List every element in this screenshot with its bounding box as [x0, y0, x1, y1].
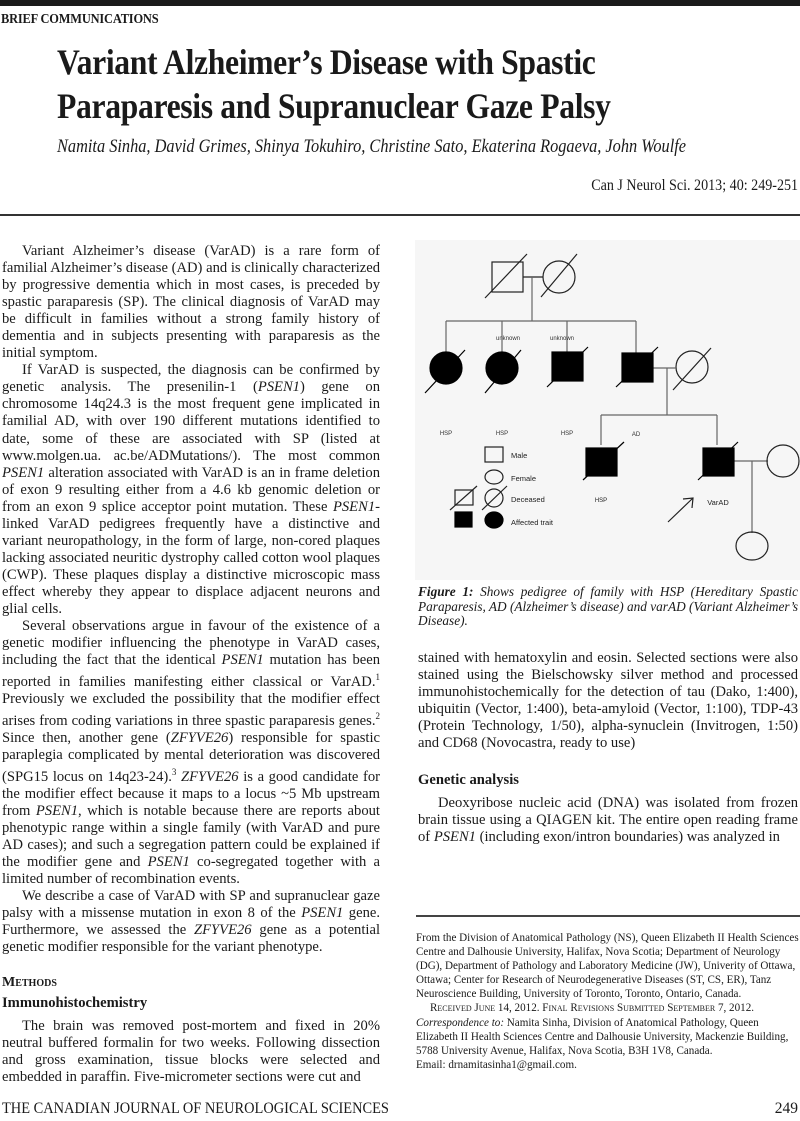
methods-heading: Methods [2, 974, 57, 990]
pedigree-figure [415, 240, 800, 580]
gene-name: PSEN1 [433, 829, 476, 846]
gene-name: PSEN1 [332, 498, 376, 515]
legend-affected: Affected trait [511, 518, 553, 527]
email-link[interactable]: Email: drnamitasinha1@gmail.com. [416, 1058, 577, 1071]
gene-name: PSEN1 [301, 905, 344, 922]
figure-caption: Figure 1: Shows pedigree of family with HSP (Hereditary Spastic Paraparesis, AD (Alzheimer’s disease) and varAD (Variant Alzheimer’s Disease). [418, 584, 798, 629]
top-rule [0, 0, 800, 6]
citation: Can J Neurol Sci. 2013; 40: 249-251 [591, 177, 798, 194]
author-list: Namita Sinha, David Grimes, Shinya Tokuhiro, Christine Sato, Ekaterina Rogaeva, John Woulfe [57, 136, 687, 157]
immunohistochemistry-heading: Immunohistochemistry [2, 994, 148, 1011]
parent-label: unknown [495, 336, 521, 342]
right-column [418, 650, 798, 846]
proband-symbol [703, 448, 734, 476]
gene-name: PSEN1 [147, 854, 190, 871]
intro-paragraph-4: We describe a case of VarAD with SP and supranuclear gaze palsy with a missense mutation in exon 8 of the PSEN1 gene. Furthermore, we assessed the ZFYVE26 gene as a potential genetic modifier responsible for the variant phenotype. [2, 888, 380, 956]
reference-3[interactable]: 3 [171, 767, 177, 778]
received-dates: Received June 14, 2012. Final Revisions Submitted September 7, 2012. [430, 1002, 755, 1015]
gene-name: ZFYVE26 [194, 922, 252, 939]
article-title: Variant Alzheimer’s Disease with Spastic Paraparesis and Supranuclear Gaze Palsy [57, 42, 611, 126]
gen2-label: HSP [439, 431, 453, 437]
reference-2[interactable]: 2 [375, 711, 380, 722]
gen3-label: HSP [594, 498, 608, 504]
left-column [2, 243, 380, 1086]
footnote [416, 931, 800, 1072]
genetic-analysis-heading: Genetic analysis [418, 772, 519, 789]
intro-paragraph-2: If VarAD is suspected, the diagnosis can be confirmed by genetic analysis. The presenilin-1 (PSEN1) gene on chromosome 14q24.3 is the most frequent gene implicated in familial AD, with over 190 different mutations identified to date, some of these are associated with SP (listed at www.molgen.ua. ac.be/ADMutations/). The most common PSEN1 alteration associated with VarAD is an in frame deletion of exon 9 resulting either from a 4.6 kb genomic deletion or from an exon 9 splice acceptor point mutation. These PSEN1-linked VarAD pedigrees frequently have a distinctive and variant neuropathology, in the form of large, non-cored plaques lacking associated neuritic dystrophy called cotton wool plaques (CWP). These plaques display a distinctive microscopic mass effect whereby they appear to displace adjacent neurons and glial cells. [2, 362, 380, 617]
intro-paragraph-3: Several observations argue in favour of the existence of a genetic modifier influencing the phenotype in VarAD cases, including the fact that the identical PSEN1 mutation has been reported in families manifesting either classical or VarAD.$^1$ Previously we excluded the possibility that the modifier effect arises from coding variations in three spastic paraparesis genes.$^2$ Since then, another gene (ZFYVE26) responsible for spastic paraplegia complicated by mental deterioration was discovered (SPG15 locus on 14q23-24).$^3$ ZFYVE26 is a good candidate for the modifier effect because it maps to a locus ~5 Mb upstream from PSEN1, which is notable because there are reports about phenotypic range within a single family (with VarAD and pure AD cases); and such a segregation pattern could be explained if the modifier gene and PSEN1 co-segregated together with a limited number of recombination events. [2, 618, 381, 888]
page-number: 249 [774, 1100, 798, 1117]
intro-paragraph-1: Variant Alzheimer’s disease (VarAD) is a rare form of familial Alzheimer’s disease (AD) and is clinically characterized by progressive dementia which in most cases, is preceded by spastic paraparesis (SP). The clinical diagnosis of VarAD may be difficult in families without a strong family history of dementia and in subjects presenting with paraparesis as the initial symptom. [2, 243, 380, 362]
parent-label: unknown [549, 336, 575, 342]
header-rule [0, 214, 800, 216]
correspondence: Correspondence to: Namita Sinha, Division of Anatomical Pathology, Queen Elizabeth II Health Sciences Centre and Dalhousie University, Mackenzie Building, 5788 University Avenue, Halifax, Nova Scotia, B3H 1V8, Canada. [416, 1016, 789, 1057]
genetic-paragraph-1: Deoxyribose nucleic acid (DNA) was isolated from frozen brain tissue using a QIAGEN kit. The entire open reading frame of PSEN1 (including exon/intron boundaries) was analyzed in [418, 795, 798, 846]
gen2-label: HSP [560, 431, 574, 437]
footnote-rule [416, 915, 800, 917]
journal-name: THE CANADIAN JOURNAL OF NEUROLOGICAL SCIENCES [2, 1100, 389, 1117]
legend-female: Female [511, 474, 537, 483]
pedigree-diagram [415, 240, 800, 580]
affected-deceased-female-symbol [486, 352, 518, 384]
methods-paragraph-1: The brain was removed post-mortem and fixed in 20% neutral buffered formalin for two weeks. Following dissection and gross examination, tissue blocks were selected and embedded in paraffin. Five-micrometer sections were cut and [2, 1017, 380, 1085]
gene-name: PSEN1 [2, 464, 45, 481]
deceased-male-symbol [492, 262, 523, 292]
caption-label: Figure 1: [418, 584, 474, 599]
reference-1[interactable]: 1 [375, 672, 380, 683]
gene-name: PSEN1 [221, 652, 264, 669]
gen3-label: VarAD [707, 498, 729, 507]
methods-paragraph-1-continued: stained with hematoxylin and eosin. Selected sections were also stained using the Bielschowsky silver method and processed immunohistochemically for the detection of tau (Dako, 1:400), ubiquitin (Vector, 1:400), beta-amyloid (Vector, 1:100), TDP-43 (Protein Technology, 1/50), alpha-synuclein (Invitrogen, 1:50) and CD68 (Novocastra, ready to use) [418, 650, 798, 752]
gen2-label: HSP [495, 431, 509, 437]
gene-name: ZFYVE26 [170, 730, 229, 747]
gene-name: PSEN1 [35, 803, 79, 820]
gene-name: ZFYVE26 [181, 768, 239, 785]
gen2-label: AD [631, 432, 641, 438]
affected-deceased-female-symbol [430, 352, 462, 384]
section-label: BRIEF COMMUNICATIONS [1, 11, 159, 26]
affiliations: From the Division of Anatomical Pathology (NS), Queen Elizabeth II Health Sciences Centre and Dalhousie University, Halifax, Nova Scotia; Department of Neurology (DG), Department of Pathology and Laboratory Medicine (JW), Univerity of Ottawa, Ottawa; Center for Research of Neurodegenerative Diseases (ST, CS, ER), Tanz Neuroscience Building, University of Toronto, Toronto, Ontario, Canada. [416, 932, 799, 1001]
legend-deceased: Deceased [511, 495, 545, 504]
gene-name: PSEN1 [257, 379, 300, 396]
legend-male: Male [511, 451, 528, 460]
